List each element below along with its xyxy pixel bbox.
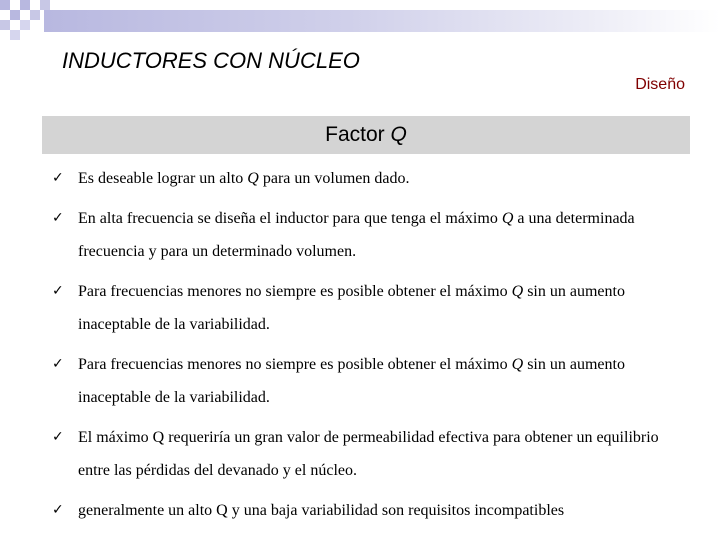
bullet-text: Para frecuencias menores no siempre es posible obtener el máximo xyxy=(78,356,512,373)
bullet-item xyxy=(52,275,692,341)
bullet-text: Para frecuencias menores no siempre es posible obtener el máximo xyxy=(78,283,512,300)
checkmark-icon: ✓ xyxy=(52,356,64,372)
bullet-item xyxy=(52,162,692,195)
bullet-text-continued: sin un aumento inaceptable de la variabilidad. xyxy=(78,283,625,333)
header-gradient-band xyxy=(44,10,720,32)
section-header-bar xyxy=(42,116,690,154)
checkmark-icon: ✓ xyxy=(52,283,64,299)
bullet-text-continued: para un volumen dado. xyxy=(258,170,410,187)
bullet-item xyxy=(52,494,692,527)
section-title-prefix: Factor xyxy=(325,123,385,146)
slide-title: INDUCTORES CON NÚCLEO xyxy=(62,48,360,73)
bullet-item xyxy=(52,421,692,487)
q-symbol: Q xyxy=(511,283,524,300)
bullet-text: generalmente un alto Q y una baja variabilidad son requisitos incompatibles xyxy=(78,502,565,519)
checkmark-icon: ✓ xyxy=(52,502,64,518)
bullet-text: Es deseable lograr un alto xyxy=(78,170,248,187)
bullet-text: El máximo Q requeriría un gran valor de permeabilidad efectiva para obtener un equilibrio entre las pérdidas del devanado y el núcleo. xyxy=(78,429,659,479)
checkmark-icon: ✓ xyxy=(52,170,64,186)
section-title-symbol: Q xyxy=(390,123,407,146)
bullet-item xyxy=(52,348,692,414)
checkmark-icon: ✓ xyxy=(52,210,64,226)
section-title xyxy=(325,123,407,147)
bullet-text-continued: a una determinada frecuencia y para un determinado volumen. xyxy=(78,210,635,260)
slide-subtitle: Diseño xyxy=(635,76,685,93)
checkmark-icon: ✓ xyxy=(52,429,64,445)
bullet-text: En alta frecuencia se diseña el inductor para que tenga el máximo xyxy=(78,210,502,227)
bullet-list xyxy=(52,162,692,534)
bullet-text-continued: sin un aumento inaceptable de la variabilidad. xyxy=(78,356,625,406)
q-symbol: Q xyxy=(501,210,514,227)
bullet-item xyxy=(52,202,692,268)
q-symbol: Q xyxy=(511,356,524,373)
q-symbol: Q xyxy=(247,170,259,187)
